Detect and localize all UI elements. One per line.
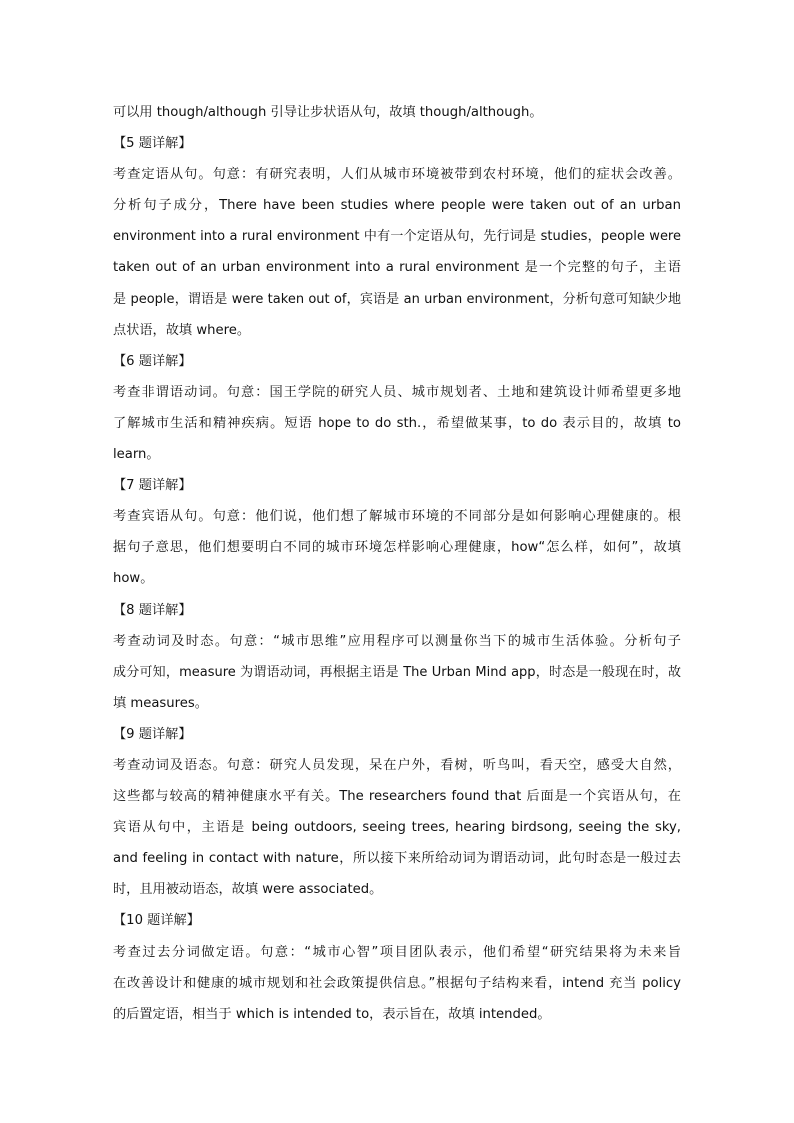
- text-line: 考查定语从句。句意：有研究表明，人们从城市环境被带到农村环境，他们的症状会改善。: [113, 167, 681, 183]
- text-line: 这些都与较高的精神健康水平有关。The researchers found that 后面是一个宾语从句，在: [113, 789, 681, 805]
- document-body: [113, 97, 681, 1030]
- text-line: 点状语，故填 where。: [113, 322, 251, 338]
- section-heading: 【10 题详解】: [113, 913, 200, 929]
- section-heading: 【8 题详解】: [113, 602, 192, 618]
- text-line: 考查非谓语动词。句意：国王学院的研究人员、城市规划者、土地和建筑设计师希望更多地: [113, 384, 681, 400]
- text-line: learn。: [113, 447, 160, 463]
- text-line: 考查动词及语态。句意：研究人员发现，呆在户外，看树，听鸟叫，看天空，感受大自然，: [113, 757, 681, 773]
- section-heading: 【7 题详解】: [113, 478, 192, 494]
- text-line: 在改善设计和健康的城市规划和社会政策提供信息。”根据句子结构来看，intend 充当 policy: [113, 975, 681, 991]
- text-line: 据句子意思，他们想要明白不同的城市环境怎样影响心理健康，how“怎么样，如何”，故填: [113, 540, 681, 556]
- text-line: 宾语从句中，主语是 being outdoors, seeing trees, hearing birdsong, seeing the sky,: [113, 820, 681, 836]
- text-line: 是 people，谓语是 were taken out of，宾语是 an urban environment，分析句意可知缺少地: [113, 291, 681, 307]
- section-heading: 【5 题详解】: [113, 136, 192, 152]
- text-line: 了解城市生活和精神疾病。短语 hope to do sth.，希望做某事，to do 表示目的，故填 to: [113, 415, 681, 431]
- text-line: how。: [113, 571, 154, 587]
- text-line: 成分可知，measure 为谓语动词，再根据主语是 The Urban Mind app，时态是一般现在时，故: [113, 664, 681, 680]
- section-heading: 【6 题详解】: [113, 353, 192, 369]
- text-line: 的后置定语，相当于 which is intended to，表示旨在，故填 intended。: [113, 1006, 551, 1022]
- text-line: 时，且用被动语态，故填 were associated。: [113, 882, 383, 898]
- text-line: 考查动词及时态。句意：“城市思维”应用程序可以测量你当下的城市生活体验。分析句子: [113, 633, 681, 649]
- text-line: environment into a rural environment 中有一个定语从句，先行词是 studies，people were: [113, 229, 681, 245]
- text-line: 考查过去分词做定语。句意：“城市心智”项目团队表示，他们希望“研究结果将为未来旨: [113, 944, 681, 960]
- text-line: 考查宾语从句。句意：他们说，他们想了解城市环境的不同部分是如何影响心理健康的。根: [113, 509, 681, 525]
- text-line: 分析句子成分，There have been studies where people were taken out of an urban: [113, 198, 681, 214]
- section-heading: 【9 题详解】: [113, 726, 192, 742]
- text-line: 填 measures。: [113, 695, 208, 711]
- text-line: taken out of an urban environment into a rural environment 是一个完整的句子，主语: [113, 260, 681, 276]
- text-line: 可以用 though/although 引导让步状语从句，故填 though/although。: [113, 105, 543, 120]
- text-line: and feeling in contact with nature，所以接下来所给动词为谓语动词，此句时态是一般过去: [113, 851, 681, 867]
